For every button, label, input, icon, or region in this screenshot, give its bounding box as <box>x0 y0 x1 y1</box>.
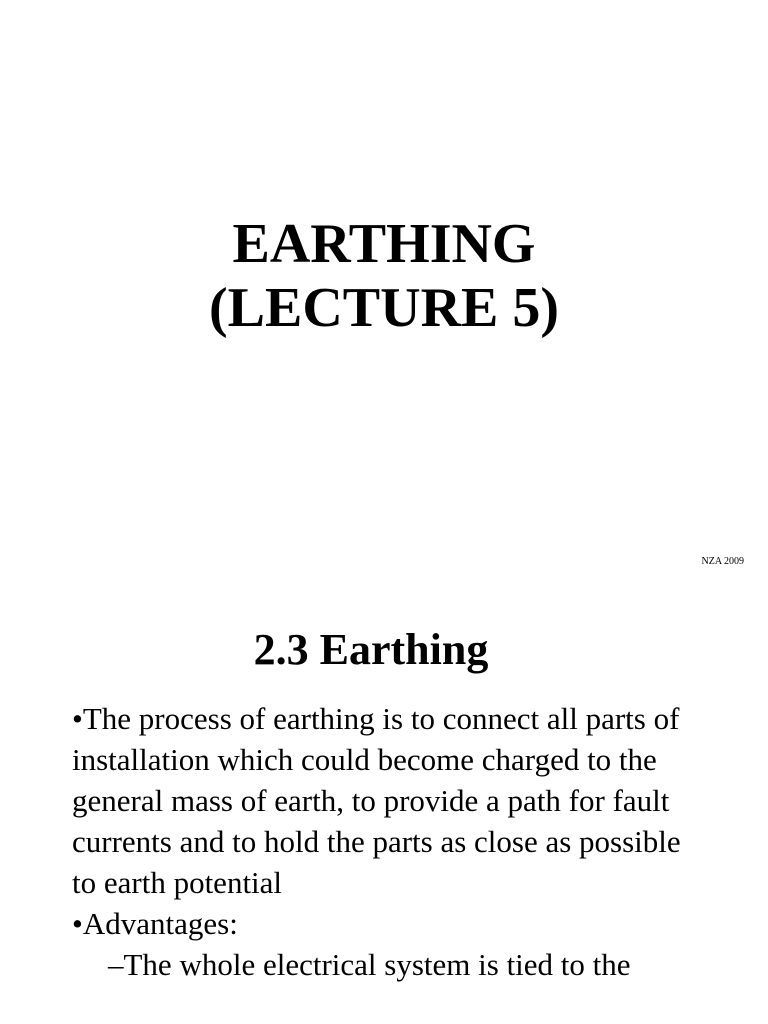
slide-body <box>72 698 712 985</box>
bullet-item <box>72 903 712 944</box>
bullet-text: The process of earthing is to connect all parts of installation which could become charged to the general mass of earth, to provide a path for fault currents and to hold the parts as close as possible to earth potential <box>72 701 681 900</box>
sub-bullet-item <box>108 944 712 985</box>
sub-bullet-marker: – <box>108 947 124 982</box>
footer-mark: NZA 2009 <box>701 556 744 567</box>
content-slide <box>0 576 768 1024</box>
bullet-item <box>72 698 712 903</box>
slide-title <box>0 212 768 340</box>
sub-bullet-text: The whole electrical system is tied to the <box>123 947 631 982</box>
section-heading: 2.3 Earthing <box>253 625 489 674</box>
bullet-marker: • <box>72 906 83 941</box>
bullet-marker: • <box>72 701 83 736</box>
title-line-1: EARTHING <box>232 213 536 275</box>
title-line-2: (LECTURE 5) <box>208 277 560 339</box>
bullet-text: Advantages: <box>82 906 238 941</box>
